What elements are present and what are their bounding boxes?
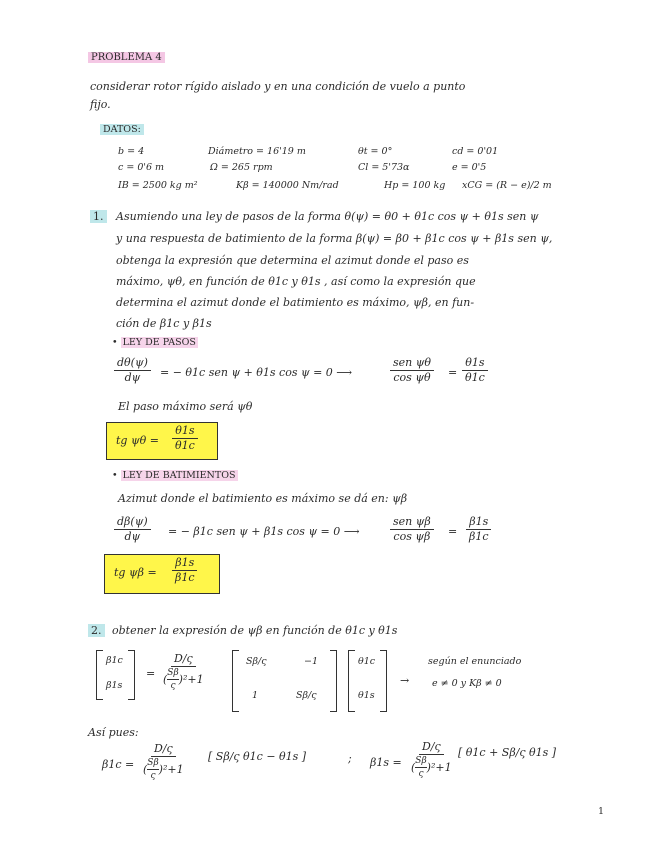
vec2-right-bracket xyxy=(380,650,387,712)
matrix-m21: 1 xyxy=(252,690,259,701)
coef-frac: D/ς ( Sβ ς )² +1 xyxy=(163,652,204,691)
vec-left-bracket xyxy=(96,650,103,700)
matrix-right-bracket xyxy=(330,650,337,712)
q1-line-2: y una respuesta de batimiento de la forma β(ψ) = β0 + β1c cos ψ + β1s sen ψ, xyxy=(116,232,553,245)
deriv-beta-rhs: = − β1c sen ψ + β1s cos ψ = 0 ⟶ xyxy=(168,525,360,538)
note-segun: según el enunciado xyxy=(428,656,522,667)
intro-line-1: considerar rotor rígido aislado y en una condición de vuelo a punto xyxy=(90,80,466,93)
frac-theta1s-theta1c: $\frac{\theta 1s}{\theta 1c}$ xyxy=(462,356,488,385)
equals-1: = xyxy=(448,366,458,379)
q1-line-6: ción de β1c y β1s xyxy=(116,317,212,330)
datos-b: b = 4 xyxy=(118,146,145,157)
deriv-beta: $\frac{d\beta(\psi)}{d\psi}$ xyxy=(114,515,151,544)
matrix-m12: −1 xyxy=(304,656,319,667)
datos-c: c = 0'6 m xyxy=(118,162,165,173)
datos-cl: Cl = 5'73α xyxy=(358,162,410,173)
page-number: 1 xyxy=(598,806,605,817)
datos-theta: θt = 0° xyxy=(358,146,393,157)
b1c-lhs: β1c = xyxy=(102,758,135,771)
datos-omega: Ω = 265 rpm xyxy=(210,162,273,173)
vec2-left-bracket xyxy=(348,650,355,712)
ley-batimientos-heading: • LEY DE BATIMIENTOS xyxy=(112,470,236,481)
vec2-theta1c: θ1c xyxy=(358,656,376,667)
frac-sen-cos-theta: sen ψθ cos ψθ xyxy=(390,356,434,385)
b1s-bracket: [ θ1c + Sβ/ς θ1s ] xyxy=(458,746,557,759)
equals-2: = xyxy=(448,525,458,538)
paso-maximo-text: El paso máximo será ψθ xyxy=(118,400,253,413)
datos-label: DATOS: xyxy=(100,124,144,135)
q2-text: obtener la expresión de ψβ en función de θ1c y θ1s xyxy=(112,624,398,637)
b1s-coef: D/ς ( Sβ ς )² +1 xyxy=(411,740,452,779)
vec-right-bracket xyxy=(128,650,135,700)
asi-pues: Así pues: xyxy=(88,726,139,739)
datos-cd: cd = 0'01 xyxy=(452,146,499,157)
matrix-m22: Sβ/ς xyxy=(296,690,317,701)
q2-number: 2. xyxy=(88,624,105,637)
datos-kbeta: Kβ = 140000 Nm/rad xyxy=(236,180,339,191)
datos-xcg: xCG = (R − e)/2 m xyxy=(462,180,552,191)
matrix-equals: = xyxy=(146,667,156,680)
box1-frac: $\frac{\theta 1s}{\theta 1c}$ xyxy=(172,424,198,453)
frac-sen-cos-beta: sen ψβ cos ψβ xyxy=(390,515,434,544)
deriv-theta-rhs: = − θ1c sen ψ + θ1s cos ψ = 0 ⟶ xyxy=(160,366,353,379)
vec-beta1s: β1s xyxy=(106,680,123,691)
vec2-theta1s: θ1s xyxy=(358,690,375,701)
q1-number: 1. xyxy=(90,210,107,223)
vec-beta1c: β1c xyxy=(106,655,123,666)
datos-ib: IB = 2500 kg m² xyxy=(118,180,198,191)
ley-pasos-heading: • LEY DE PASOS xyxy=(112,337,196,348)
q1-line-1: Asumiendo una ley de pasos de la forma θ(ψ) = θ0 + θ1c cos ψ + θ1s sen ψ xyxy=(116,210,539,223)
problem-title: PROBLEMA 4 xyxy=(88,52,165,63)
separator: ; xyxy=(348,752,352,765)
matrix-arrow: → xyxy=(400,674,410,687)
b1s-lhs: β1s = xyxy=(370,756,402,769)
matrix-left-bracket xyxy=(232,650,239,712)
q1-line-5: determina el azimut donde el batimiento es máximo, ψβ, en fun- xyxy=(116,296,475,309)
box2-frac: $\frac{\beta 1s}{\beta 1c}$ xyxy=(172,556,198,585)
deriv-theta: $\frac{d\theta(\psi)}{d\psi}$ xyxy=(114,356,151,385)
frac-beta1s-beta1c: $\frac{\beta 1s}{\beta 1c}$ xyxy=(466,515,492,544)
note-conditions: e ≠ 0 y Kβ ≠ 0 xyxy=(432,678,502,689)
q1-line-4: máximo, ψθ, en función de θ1c y θ1s , así como la expresión que xyxy=(116,275,476,288)
intro-line-2: fijo. xyxy=(90,98,111,111)
b1c-coef: D/ς ( Sβ ς )² +1 xyxy=(143,742,184,781)
datos-e: e = 0'5 xyxy=(452,162,487,173)
q1-line-3: obtenga la expresión que determina el azimut donde el paso es xyxy=(116,254,469,267)
azimut-text: Azimut donde el batimiento es máximo se dá en: ψβ xyxy=(118,492,408,505)
b1c-bracket: [ Sβ/ς θ1c − θ1s ] xyxy=(208,750,307,763)
box1-lhs: tg ψθ = xyxy=(116,434,159,447)
matrix-m11: Sβ/ς xyxy=(246,656,267,667)
datos-diametro: Diámetro = 16'19 m xyxy=(208,146,306,157)
box2-lhs: tg ψβ = xyxy=(114,566,157,579)
datos-hp: Hp = 100 kg xyxy=(384,180,446,191)
